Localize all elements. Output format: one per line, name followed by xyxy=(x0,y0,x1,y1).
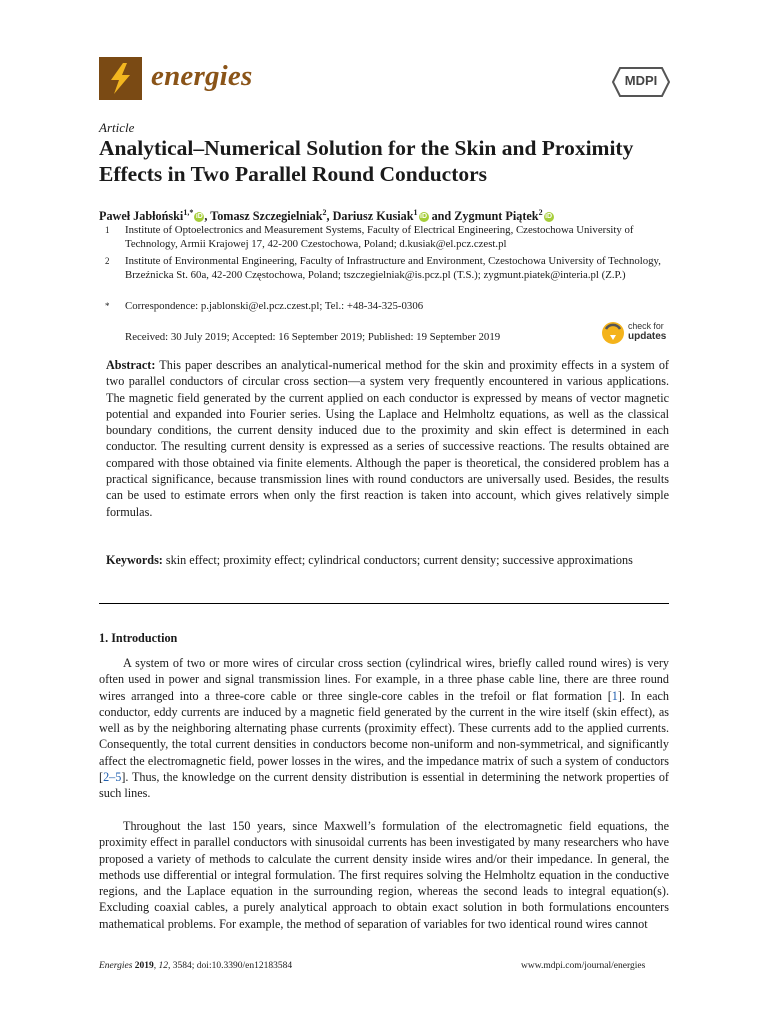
body-paragraph-2: Throughout the last 150 years, since Maxwell’s formulation of the electromagnetic field equations, the proximity effect in parallel conductors with sinusoidal currents has been investigated by many researchers who have proposed a variety of methods to calculate the current density inside wires and/or their impedance. In general, the methods use differential or integral formulation. The first requires solving the Helmholtz equation in the conductive regions, and the Laplace equation in the surrounding region, whereas the second leads to integral equation(s). Excluding coaxial cables, a purely analytical approach to obtain exact solution in both formulations encounters mathematical problems. For example, the method of separation of variables for two identical round wires cannot xyxy=(99,819,669,931)
publication-dates: Received: 30 July 2019; Accepted: 16 September 2019; Published: 19 September 2019 xyxy=(125,331,501,343)
affiliation-2: 2 Institute of Environmental Engineering, Faculty of Infrastructure and Environment, Czestochowa University of Technology, Brzeźnicka St. 60a, 42-200 Częstochowa, Poland; tszczegielniak@is.pcz.pl (T.S.); zygmunt.piatek@interia.pl (Z.P.) xyxy=(105,255,661,282)
author-list: Paweł Jabłoński$^{1,*}$ iD , Tomasz Szczegielniak$^2$, Dariusz Kusiak$^1$ iD and Zygmunt Piątek$^2$ iD xyxy=(99,208,553,224)
mdpi-logo xyxy=(612,66,670,98)
keywords-label: Keywords: xyxy=(106,553,163,567)
paper-title: Analytical–Numerical Solution for the Skin and Proximity Effects in Two Parallel Round Conductors xyxy=(99,136,634,186)
journal-logo xyxy=(99,57,142,100)
keywords-text: skin effect; proximity effect; cylindrical conductors; current density; successive approximations xyxy=(165,553,633,567)
orcid-icon[interactable]: iD xyxy=(420,213,428,221)
check-for-updates-button[interactable]: check for updates xyxy=(600,320,672,346)
author-3[interactable]: Dariusz Kusiak xyxy=(332,209,414,224)
affiliation-1: 1 Institute of Optoelectronics and Measurement Systems, Faculty of Electrical Engineering, Czestochowa University of Technology, Armii Krajowej 17, 42-200 Czestochowa, Poland; d.kusiak@el.pcz.czest.pl xyxy=(105,224,634,251)
author-1[interactable]: Paweł Jabłoński xyxy=(99,209,184,224)
citation-link[interactable]: 1 xyxy=(611,688,618,703)
correspondence: * Correspondence: p.jablonski@el.pcz.czest.pl; Tel.: +48-34-325-0306 xyxy=(105,300,424,312)
abstract-label: Abstract: xyxy=(106,358,156,372)
author-4[interactable]: Zygmunt Piątek xyxy=(454,209,539,224)
keywords xyxy=(106,552,669,568)
section-heading: 1. Introduction xyxy=(99,631,178,645)
lightning-icon xyxy=(99,57,142,100)
body-paragraph-1: A system of two or more wires of circular cross section (cylindrical wires, briefly called round wires) is very often used in power and signal transmission lines. For example, in a three phase cable line, there are three round wires arranged into a three-core cable or three single-core cables in the trefoil or flat formation [1]. In each conductor, eddy currents are induced by a magnetic field generated by the current in the wire itself (skin effect), as well as by the neighboring alternating phase currents (proximity effect). These currents add to the applied currents. Consequently, the total current densities in conductors become non-uniform and non-symmetrical, and significantly affect the electromagnetic field, power losses in the wires, and the impedance matrix of such a system of conductors [2–5]. Thus, the knowledge on the current density distribution is essential in determining the network properties of such lines. xyxy=(99,656,669,801)
divider xyxy=(99,603,669,604)
author-2[interactable]: Tomasz Szczegielniak xyxy=(210,209,323,224)
orcid-icon[interactable]: iD xyxy=(195,213,203,221)
footer-citation: Energies 2019, 12, 3584; doi:10.3390/en12183584 xyxy=(99,961,293,971)
article-type: Article xyxy=(99,120,135,135)
mdpi-label: MDPI xyxy=(624,73,658,88)
citation-link[interactable]: 2–5 xyxy=(103,770,122,785)
abstract-text: This paper describes an analytical-numerical method for the skin and proximity effects in a system of two parallel conductors of circular cross section—a system very frequently encountered in various applications. The magnetic field generated by the current applied on each conductor is expressed by means of vector magnetic potential and expanded into Fourier series. Using the Laplace and Helmholtz equations, as well as the classical boundary conditions, the current density induced due to the proximity and skin effect is determined in each conductor. The resulting current density is expressed as a series of successive reactions. The results obtained are compared with those obtained via finite elements. Although the paper is theoretical, the considered problem has a practical significance, because transmission lines with round conductors are universally used. Besides, the results can be used to estimate errors when only the first reaction is taken into account, which gives relatively simple formulas. xyxy=(106,358,669,519)
check-updates-icon xyxy=(600,320,626,346)
orcid-icon[interactable]: iD xyxy=(545,213,553,221)
footer-url[interactable]: www.mdpi.com/journal/energies xyxy=(521,961,646,971)
journal-name: energies xyxy=(151,60,253,92)
abstract xyxy=(106,357,669,520)
